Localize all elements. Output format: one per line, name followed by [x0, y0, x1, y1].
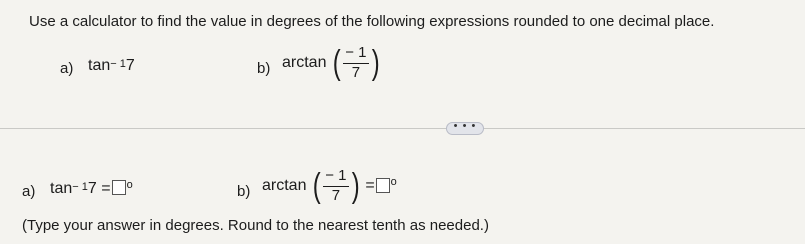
section-divider [0, 128, 805, 129]
answer-b-numerator: − 1 [325, 167, 347, 184]
answer-b-input[interactable] [376, 178, 390, 193]
answer-b-expression [262, 168, 397, 204]
answer-a-func: tan [50, 180, 73, 197]
answer-a-equals: = [101, 180, 111, 197]
answer-b-label: b) [237, 183, 251, 200]
answer-a-expression [50, 180, 133, 198]
more-options-button[interactable]: • • • [446, 122, 484, 135]
question-a-expression [88, 57, 135, 75]
answer-b-func: arctan [262, 177, 307, 194]
degree-symbol: o [126, 179, 133, 191]
right-paren: ) [351, 167, 360, 205]
answer-b-equals: = [365, 177, 375, 194]
left-paren: ( [332, 44, 341, 82]
left-paren: ( [312, 167, 321, 205]
answer-a-label: a) [22, 183, 36, 200]
answer-a-arg: 7 [87, 180, 97, 197]
question-b-numerator: − 1 [345, 44, 367, 61]
answer-b-fraction [322, 168, 349, 204]
question-a-arg: 7 [125, 57, 135, 74]
question-a-exponent: − 1 [110, 58, 126, 70]
question-b-func: arctan [282, 54, 327, 71]
answer-a-input[interactable] [112, 180, 126, 195]
answer-a-exponent: − 1 [72, 181, 88, 193]
question-b-denominator: 7 [351, 63, 361, 81]
question-a-func: tan [88, 57, 111, 74]
answer-instructions: (Type your answer in degrees. Round to the nearest tenth as needed.) [22, 217, 489, 234]
right-paren: ) [371, 44, 380, 82]
instruction-text: Use a calculator to find the value in degrees of the following expressions rounded to one decimal place. [29, 13, 715, 30]
question-b-expression [282, 45, 381, 81]
question-b-fraction [342, 45, 369, 81]
answer-b-denominator: 7 [331, 186, 341, 204]
question-a-label: a) [60, 60, 74, 77]
question-b-label: b) [257, 60, 271, 77]
degree-symbol: o [390, 176, 397, 189]
